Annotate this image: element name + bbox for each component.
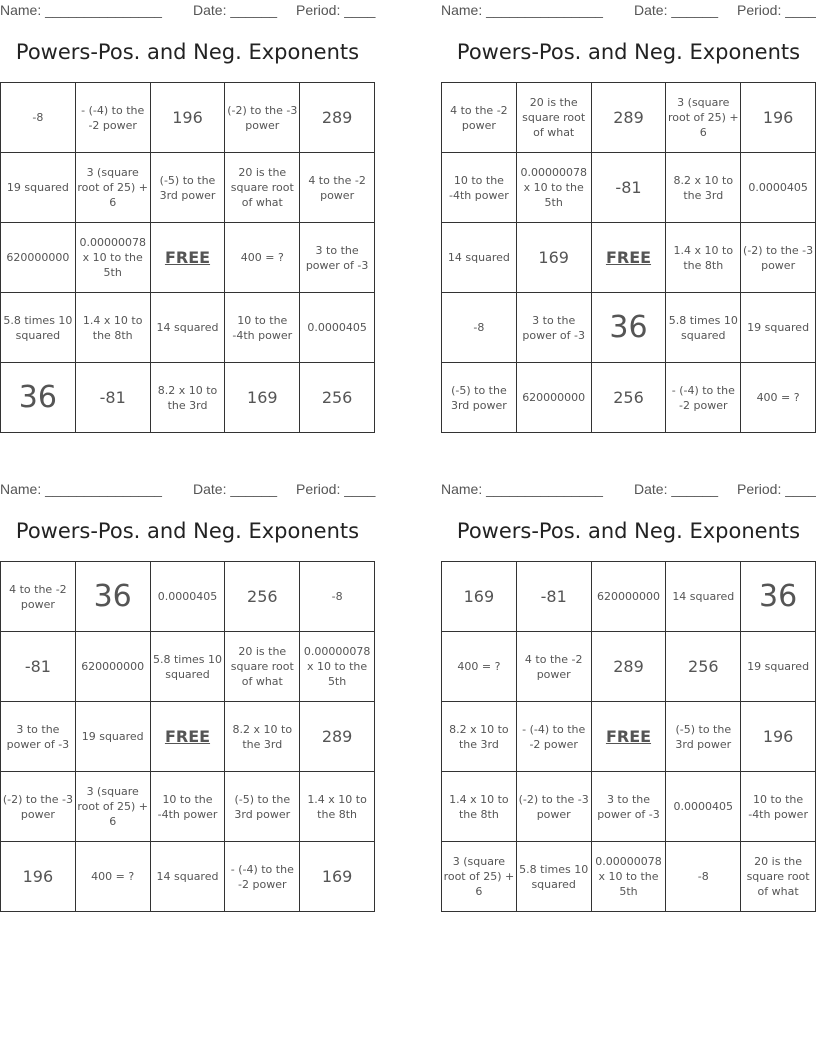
bingo-cell[interactable]: 36	[741, 562, 816, 632]
name-field[interactable]: Name: _______________	[441, 481, 603, 497]
bingo-cell[interactable]: 20 is the square root of what	[517, 83, 592, 153]
card-header	[0, 2, 380, 20]
bingo-cell[interactable]: 400 = ?	[76, 842, 151, 912]
bingo-cell[interactable]: 36	[1, 363, 76, 433]
bingo-cell[interactable]: 10 to the -4th power	[151, 772, 226, 842]
bingo-cell[interactable]: (-5) to the 3rd power	[666, 702, 741, 772]
bingo-cell[interactable]: 14 squared	[666, 562, 741, 632]
bingo-cell[interactable]: (-5) to the 3rd power	[225, 772, 300, 842]
bingo-cell[interactable]: 289	[592, 83, 667, 153]
bingo-cell[interactable]: (-2) to the -3 power	[517, 772, 592, 842]
bingo-cell[interactable]: 400 = ?	[225, 223, 300, 293]
bingo-cell[interactable]: 3 (square root of 25) + 6	[76, 153, 151, 223]
bingo-cell[interactable]: 10 to the -4th power	[442, 153, 517, 223]
bingo-cell[interactable]: 3 to the power of -3	[1, 702, 76, 772]
bingo-cell[interactable]: 1.4 x 10 to the 8th	[300, 772, 375, 842]
bingo-cell[interactable]: 14 squared	[151, 293, 226, 363]
bingo-cell[interactable]: 169	[442, 562, 517, 632]
bingo-cell[interactable]: 5.8 times 10 squared	[666, 293, 741, 363]
bingo-cell[interactable]: 3 to the power of -3	[300, 223, 375, 293]
bingo-cell[interactable]: - (-4) to the -2 power	[666, 363, 741, 433]
bingo-cell[interactable]: 20 is the square root of what	[741, 842, 816, 912]
bingo-cell[interactable]: 196	[1, 842, 76, 912]
bingo-cell[interactable]: 36	[76, 562, 151, 632]
bingo-cell[interactable]: 620000000	[592, 562, 667, 632]
bingo-cell[interactable]: - (-4) to the -2 power	[76, 83, 151, 153]
bingo-grid	[441, 561, 816, 912]
card-title: Powers-Pos. and Neg. Exponents	[15, 519, 360, 543]
bingo-cell[interactable]: 19 squared	[76, 702, 151, 772]
bingo-cell[interactable]: -81	[517, 562, 592, 632]
card-title: Powers-Pos. and Neg. Exponents	[15, 40, 360, 64]
bingo-cell[interactable]: 0.0000405	[300, 293, 375, 363]
bingo-cell[interactable]: (-5) to the 3rd power	[442, 363, 517, 433]
bingo-cell[interactable]: 169	[225, 363, 300, 433]
bingo-cell[interactable]: - (-4) to the -2 power	[225, 842, 300, 912]
bingo-grid	[441, 82, 816, 433]
bingo-cell[interactable]: 5.8 times 10 squared	[1, 293, 76, 363]
bingo-cell[interactable]: 5.8 times 10 squared	[151, 632, 226, 702]
bingo-cell[interactable]: 3 (square root of 25) + 6	[76, 772, 151, 842]
bingo-cell[interactable]: 36	[592, 293, 667, 363]
bingo-cell[interactable]: 0.0000405	[741, 153, 816, 223]
bingo-cell[interactable]: 196	[151, 83, 226, 153]
bingo-cell[interactable]: 0.0000405	[666, 772, 741, 842]
period-field[interactable]: Period: ____	[296, 2, 376, 18]
bingo-cell[interactable]: -8	[442, 293, 517, 363]
bingo-cell[interactable]: -8	[300, 562, 375, 632]
bingo-cell[interactable]: 289	[592, 632, 667, 702]
bingo-cell[interactable]: 400 = ?	[442, 632, 517, 702]
card-title: Powers-Pos. and Neg. Exponents	[456, 519, 801, 543]
bingo-cell[interactable]: 0.00000078 x 10 to the 5th	[76, 223, 151, 293]
bingo-cell[interactable]: 256	[666, 632, 741, 702]
bingo-cell[interactable]: (-2) to the -3 power	[1, 772, 76, 842]
date-field[interactable]: Date: ______	[193, 481, 278, 497]
bingo-cell[interactable]: 20 is the square root of what	[225, 153, 300, 223]
bingo-cell[interactable]: 14 squared	[151, 842, 226, 912]
card-header	[441, 481, 816, 499]
bingo-cell[interactable]: 289	[300, 83, 375, 153]
free-space[interactable]: FREE	[151, 702, 226, 772]
bingo-cell[interactable]: -81	[1, 632, 76, 702]
free-space[interactable]: FREE	[592, 702, 667, 772]
bingo-cell[interactable]: 196	[741, 702, 816, 772]
bingo-cell[interactable]: 8.2 x 10 to the 3rd	[225, 702, 300, 772]
bingo-cell[interactable]: 0.00000078 x 10 to the 5th	[517, 153, 592, 223]
period-field[interactable]: Period: ____	[737, 481, 816, 497]
bingo-cell[interactable]: 4 to the -2 power	[1, 562, 76, 632]
bingo-cell[interactable]: 169	[300, 842, 375, 912]
bingo-cell[interactable]: 4 to the -2 power	[517, 632, 592, 702]
bingo-cell[interactable]: 8.2 x 10 to the 3rd	[151, 363, 226, 433]
bingo-cell[interactable]: 8.2 x 10 to the 3rd	[442, 702, 517, 772]
bingo-cell[interactable]: 256	[592, 363, 667, 433]
bingo-cell[interactable]: 1.4 x 10 to the 8th	[666, 223, 741, 293]
bingo-cell[interactable]: 196	[741, 83, 816, 153]
free-space[interactable]: FREE	[151, 223, 226, 293]
date-field[interactable]: Date: ______	[193, 2, 278, 18]
bingo-cell[interactable]: -81	[592, 153, 667, 223]
bingo-cell[interactable]: (-2) to the -3 power	[225, 83, 300, 153]
bingo-cell[interactable]: 5.8 times 10 squared	[517, 842, 592, 912]
bingo-grid	[0, 561, 375, 912]
date-field[interactable]: Date: ______	[634, 481, 719, 497]
name-field[interactable]: Name: _______________	[441, 2, 603, 18]
bingo-cell[interactable]: 19 squared	[741, 293, 816, 363]
bingo-cell[interactable]: 14 squared	[442, 223, 517, 293]
period-field[interactable]: Period: ____	[296, 481, 376, 497]
bingo-cell[interactable]: 19 squared	[1, 153, 76, 223]
bingo-cell[interactable]: 20 is the square root of what	[225, 632, 300, 702]
card-title: Powers-Pos. and Neg. Exponents	[456, 40, 801, 64]
bingo-cell[interactable]: 0.00000078 x 10 to the 5th	[592, 842, 667, 912]
date-field[interactable]: Date: ______	[634, 2, 719, 18]
card-header	[0, 481, 380, 499]
name-field[interactable]: Name: _______________	[0, 481, 162, 497]
bingo-cell[interactable]: 256	[300, 363, 375, 433]
card-header	[441, 2, 816, 20]
bingo-cell[interactable]: 3 to the power of -3	[592, 772, 667, 842]
bingo-cell[interactable]: 3 to the power of -3	[517, 293, 592, 363]
bingo-cell[interactable]: - (-4) to the -2 power	[517, 702, 592, 772]
period-field[interactable]: Period: ____	[737, 2, 816, 18]
bingo-cell[interactable]: 1.4 x 10 to the 8th	[76, 293, 151, 363]
bingo-cell[interactable]: 1.4 x 10 to the 8th	[442, 772, 517, 842]
bingo-cell[interactable]: 0.00000078 x 10 to the 5th	[300, 632, 375, 702]
bingo-cell[interactable]: 10 to the -4th power	[741, 772, 816, 842]
bingo-cell[interactable]: 19 squared	[741, 632, 816, 702]
bingo-cell[interactable]: 10 to the -4th power	[225, 293, 300, 363]
bingo-cell[interactable]: 400 = ?	[741, 363, 816, 433]
bingo-cell[interactable]: 4 to the -2 power	[442, 83, 517, 153]
bingo-grid	[0, 82, 375, 433]
bingo-cell[interactable]: 620000000	[517, 363, 592, 433]
bingo-cell[interactable]: -8	[666, 842, 741, 912]
bingo-cell[interactable]: 620000000	[76, 632, 151, 702]
bingo-cell[interactable]: 620000000	[1, 223, 76, 293]
bingo-cell[interactable]: (-5) to the 3rd power	[151, 153, 226, 223]
bingo-cell[interactable]: 3 (square root of 25) + 6	[442, 842, 517, 912]
bingo-cell[interactable]: 3 (square root of 25) + 6	[666, 83, 741, 153]
name-field[interactable]: Name: _______________	[0, 2, 162, 18]
bingo-cell[interactable]: 256	[225, 562, 300, 632]
free-space[interactable]: FREE	[592, 223, 667, 293]
bingo-cell[interactable]: 289	[300, 702, 375, 772]
bingo-cell[interactable]: (-2) to the -3 power	[741, 223, 816, 293]
bingo-cell[interactable]: 4 to the -2 power	[300, 153, 375, 223]
bingo-cell[interactable]: 169	[517, 223, 592, 293]
bingo-cell[interactable]: 0.0000405	[151, 562, 226, 632]
bingo-cell[interactable]: -81	[76, 363, 151, 433]
bingo-cell[interactable]: 8.2 x 10 to the 3rd	[666, 153, 741, 223]
bingo-cell[interactable]: -8	[1, 83, 76, 153]
